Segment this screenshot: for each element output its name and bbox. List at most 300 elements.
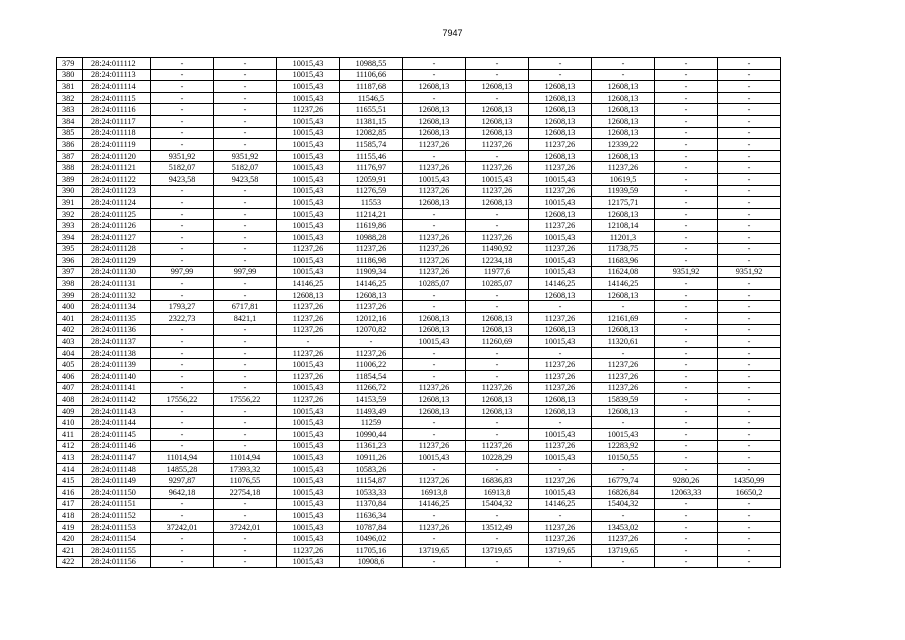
- value-cell: 10015,43: [277, 556, 340, 568]
- value-cell: -: [151, 417, 214, 429]
- value-cell: 10015,43: [277, 115, 340, 127]
- value-cell: 10285,07: [466, 278, 529, 290]
- value-cell: 9351,92: [151, 150, 214, 162]
- value-cell: 11237,26: [529, 139, 592, 151]
- value-cell: -: [655, 429, 718, 441]
- value-cell: -: [214, 81, 277, 93]
- value-cell: -: [403, 533, 466, 545]
- value-cell: -: [151, 139, 214, 151]
- value-cell: 11237,26: [592, 382, 655, 394]
- value-cell: -: [655, 150, 718, 162]
- value-cell: 12608,13: [529, 394, 592, 406]
- value-cell: -: [214, 371, 277, 383]
- value-cell: 10015,43: [529, 197, 592, 209]
- value-cell: -: [655, 278, 718, 290]
- row-number-cell: 411: [57, 429, 83, 441]
- value-cell: -: [403, 429, 466, 441]
- value-cell: 10015,43: [529, 231, 592, 243]
- value-cell: 12012,16: [340, 313, 403, 325]
- value-cell: 12608,13: [592, 104, 655, 116]
- value-cell: 10015,43: [277, 150, 340, 162]
- value-cell: -: [151, 336, 214, 348]
- value-cell: 10015,43: [277, 452, 340, 464]
- value-cell: 10015,43: [277, 127, 340, 139]
- value-cell: 12608,13: [403, 405, 466, 417]
- row-number-cell: 419: [57, 521, 83, 533]
- value-cell: 10015,43: [277, 197, 340, 209]
- value-cell: -: [403, 220, 466, 232]
- value-cell: 11490,92: [466, 243, 529, 255]
- value-cell: -: [403, 58, 466, 70]
- table-row: [57, 266, 781, 278]
- value-cell: 11237,26: [277, 394, 340, 406]
- value-cell: -: [151, 289, 214, 301]
- table-row: [57, 463, 781, 475]
- value-cell: 13453,02: [592, 521, 655, 533]
- value-cell: 12608,13: [529, 81, 592, 93]
- value-cell: -: [466, 220, 529, 232]
- value-cell: 11237,26: [466, 185, 529, 197]
- row-number-cell: 388: [57, 162, 83, 174]
- value-cell: -: [214, 255, 277, 267]
- value-cell: 11237,26: [466, 139, 529, 151]
- value-cell: 11237,26: [277, 371, 340, 383]
- value-cell: -: [592, 347, 655, 359]
- value-cell: -: [655, 220, 718, 232]
- cadastral-number-cell: 28:24:011128: [83, 243, 151, 255]
- row-number-cell: 415: [57, 475, 83, 487]
- row-number-cell: 380: [57, 69, 83, 81]
- value-cell: -: [529, 556, 592, 568]
- value-cell: 11237,26: [592, 162, 655, 174]
- row-number-cell: 396: [57, 255, 83, 267]
- cadastral-number-cell: 28:24:011152: [83, 510, 151, 522]
- value-cell: 12608,13: [592, 324, 655, 336]
- value-cell: 13719,65: [529, 544, 592, 556]
- value-cell: -: [718, 533, 781, 545]
- cadastral-number-cell: 28:24:011123: [83, 185, 151, 197]
- value-cell: 11266,72: [340, 382, 403, 394]
- table-row: [57, 173, 781, 185]
- value-cell: -: [718, 463, 781, 475]
- table-row: [57, 255, 781, 267]
- value-cell: -: [151, 347, 214, 359]
- value-cell: 12608,13: [529, 405, 592, 417]
- cadastral-number-cell: 28:24:011131: [83, 278, 151, 290]
- value-cell: 11237,26: [592, 371, 655, 383]
- value-cell: 11705,16: [340, 544, 403, 556]
- value-cell: 11237,26: [340, 347, 403, 359]
- value-cell: 12108,14: [592, 220, 655, 232]
- value-cell: 11237,26: [403, 521, 466, 533]
- value-cell: -: [529, 301, 592, 313]
- value-cell: 12608,13: [592, 289, 655, 301]
- value-cell: 10015,43: [277, 162, 340, 174]
- value-cell: 12608,13: [340, 289, 403, 301]
- value-cell: -: [214, 197, 277, 209]
- value-cell: -: [151, 58, 214, 70]
- value-cell: 11237,26: [403, 266, 466, 278]
- cadastral-number-cell: 28:24:011149: [83, 475, 151, 487]
- value-cell: 11237,26: [466, 440, 529, 452]
- value-cell: -: [403, 371, 466, 383]
- value-cell: -: [151, 371, 214, 383]
- value-cell: -: [214, 347, 277, 359]
- value-cell: 11237,26: [277, 313, 340, 325]
- value-cell: -: [214, 231, 277, 243]
- cadastral-number-cell: 28:24:011121: [83, 162, 151, 174]
- value-cell: -: [718, 510, 781, 522]
- value-cell: -: [718, 231, 781, 243]
- value-cell: 12161,69: [592, 313, 655, 325]
- value-cell: 11370,84: [340, 498, 403, 510]
- value-cell: -: [655, 301, 718, 313]
- value-cell: 11006,22: [340, 359, 403, 371]
- value-cell: -: [214, 104, 277, 116]
- value-cell: 10015,43: [403, 173, 466, 185]
- value-cell: 16913,8: [466, 486, 529, 498]
- value-cell: -: [214, 417, 277, 429]
- row-number-cell: 408: [57, 394, 83, 406]
- value-cell: 14350,99: [718, 475, 781, 487]
- row-number-cell: 412: [57, 440, 83, 452]
- value-cell: 12608,13: [592, 208, 655, 220]
- value-cell: 11553: [340, 197, 403, 209]
- value-cell: 11237,26: [466, 162, 529, 174]
- value-cell: 11237,26: [529, 185, 592, 197]
- value-cell: 13719,65: [466, 544, 529, 556]
- value-cell: 11237,26: [529, 243, 592, 255]
- value-cell: -: [403, 417, 466, 429]
- value-cell: -: [466, 429, 529, 441]
- value-cell: 997,99: [214, 266, 277, 278]
- value-cell: -: [655, 405, 718, 417]
- value-cell: -: [655, 394, 718, 406]
- value-cell: 9642,18: [151, 486, 214, 498]
- value-cell: -: [214, 382, 277, 394]
- value-cell: -: [466, 150, 529, 162]
- value-cell: 10015,43: [277, 440, 340, 452]
- value-cell: -: [718, 371, 781, 383]
- row-number-cell: 379: [57, 58, 83, 70]
- value-cell: 12082,85: [340, 127, 403, 139]
- value-cell: 10015,43: [592, 429, 655, 441]
- value-cell: 10015,43: [529, 336, 592, 348]
- value-cell: -: [466, 533, 529, 545]
- value-cell: 11237,26: [403, 185, 466, 197]
- value-cell: 11237,26: [340, 243, 403, 255]
- value-cell: -: [214, 278, 277, 290]
- value-cell: 12608,13: [529, 150, 592, 162]
- value-cell: -: [529, 58, 592, 70]
- value-cell: -: [655, 440, 718, 452]
- value-cell: 10015,43: [277, 417, 340, 429]
- value-cell: 10015,43: [277, 405, 340, 417]
- value-cell: -: [655, 208, 718, 220]
- value-cell: 10015,43: [277, 521, 340, 533]
- row-number-cell: 381: [57, 81, 83, 93]
- value-cell: -: [655, 231, 718, 243]
- value-cell: -: [466, 289, 529, 301]
- value-cell: 10015,43: [277, 69, 340, 81]
- row-number-cell: 404: [57, 347, 83, 359]
- value-cell: 12608,13: [592, 115, 655, 127]
- value-cell: 11909,34: [340, 266, 403, 278]
- value-cell: -: [466, 510, 529, 522]
- cadastral-number-cell: 28:24:011143: [83, 405, 151, 417]
- table-row: [57, 544, 781, 556]
- row-number-cell: 409: [57, 405, 83, 417]
- value-cell: 15404,32: [592, 498, 655, 510]
- table-row: [57, 533, 781, 545]
- value-cell: -: [403, 150, 466, 162]
- value-cell: 11237,26: [529, 371, 592, 383]
- cadastral-number-cell: 28:24:011127: [83, 231, 151, 243]
- value-cell: 11237,26: [277, 347, 340, 359]
- value-cell: 12608,13: [466, 394, 529, 406]
- value-cell: 11237,26: [403, 475, 466, 487]
- table-row: [57, 498, 781, 510]
- value-cell: 10015,43: [277, 475, 340, 487]
- value-cell: -: [655, 173, 718, 185]
- table-row: [57, 486, 781, 498]
- value-cell: -: [592, 463, 655, 475]
- value-cell: -: [655, 324, 718, 336]
- value-cell: 12059,91: [340, 173, 403, 185]
- value-cell: -: [718, 313, 781, 325]
- value-cell: -: [403, 510, 466, 522]
- value-cell: 10015,43: [529, 452, 592, 464]
- value-cell: 12063,33: [655, 486, 718, 498]
- row-number-cell: 418: [57, 510, 83, 522]
- row-number-cell: 417: [57, 498, 83, 510]
- value-cell: -: [655, 336, 718, 348]
- value-cell: -: [655, 104, 718, 116]
- row-number-cell: 400: [57, 301, 83, 313]
- cadastral-number-cell: 28:24:011145: [83, 429, 151, 441]
- row-number-cell: 392: [57, 208, 83, 220]
- value-cell: -: [214, 359, 277, 371]
- value-cell: 11201,3: [592, 231, 655, 243]
- value-cell: -: [718, 243, 781, 255]
- row-number-cell: 387: [57, 150, 83, 162]
- value-cell: 10015,43: [529, 266, 592, 278]
- value-cell: 10015,43: [403, 452, 466, 464]
- table-row: [57, 127, 781, 139]
- value-cell: 10990,44: [340, 429, 403, 441]
- value-cell: -: [151, 440, 214, 452]
- value-cell: -: [214, 498, 277, 510]
- value-cell: -: [214, 324, 277, 336]
- value-cell: 13719,65: [403, 544, 466, 556]
- value-cell: -: [655, 255, 718, 267]
- value-cell: -: [718, 69, 781, 81]
- value-cell: -: [718, 173, 781, 185]
- value-cell: -: [655, 92, 718, 104]
- value-cell: -: [214, 92, 277, 104]
- cadastral-number-cell: 28:24:011119: [83, 139, 151, 151]
- value-cell: 10015,43: [529, 486, 592, 498]
- value-cell: -: [718, 359, 781, 371]
- cadastral-number-cell: 28:24:011137: [83, 336, 151, 348]
- value-cell: 11854,54: [340, 371, 403, 383]
- value-cell: 11585,74: [340, 139, 403, 151]
- value-cell: -: [466, 371, 529, 383]
- value-cell: -: [151, 498, 214, 510]
- value-cell: 5182,07: [214, 162, 277, 174]
- value-cell: -: [466, 359, 529, 371]
- value-cell: 11361,23: [340, 440, 403, 452]
- value-cell: 11237,26: [403, 243, 466, 255]
- value-cell: -: [655, 452, 718, 464]
- table-row: [57, 185, 781, 197]
- value-cell: 15404,32: [466, 498, 529, 510]
- value-cell: -: [466, 92, 529, 104]
- value-cell: -: [151, 278, 214, 290]
- row-number-cell: 406: [57, 371, 83, 383]
- value-cell: 12608,13: [277, 289, 340, 301]
- value-cell: 11237,26: [277, 243, 340, 255]
- value-cell: -: [529, 69, 592, 81]
- value-cell: -: [403, 69, 466, 81]
- value-cell: 8421,1: [214, 313, 277, 325]
- value-cell: 9423,58: [151, 173, 214, 185]
- value-cell: 11636,34: [340, 510, 403, 522]
- value-cell: 12608,13: [529, 115, 592, 127]
- value-cell: 11237,26: [277, 301, 340, 313]
- value-cell: -: [718, 394, 781, 406]
- value-cell: 10533,33: [340, 486, 403, 498]
- value-cell: 12070,82: [340, 324, 403, 336]
- value-cell: -: [718, 150, 781, 162]
- value-cell: -: [403, 463, 466, 475]
- value-cell: 9280,26: [655, 475, 718, 487]
- value-cell: 12608,13: [466, 104, 529, 116]
- table-row: [57, 347, 781, 359]
- value-cell: 14855,28: [151, 463, 214, 475]
- value-cell: 11237,26: [529, 475, 592, 487]
- value-cell: 14146,25: [340, 278, 403, 290]
- value-cell: -: [655, 197, 718, 209]
- value-cell: -: [529, 510, 592, 522]
- value-cell: 14146,25: [403, 498, 466, 510]
- value-cell: 12608,13: [403, 81, 466, 93]
- value-cell: -: [151, 255, 214, 267]
- cadastral-number-cell: 28:24:011118: [83, 127, 151, 139]
- value-cell: -: [151, 115, 214, 127]
- value-cell: 10015,43: [466, 173, 529, 185]
- row-number-cell: 389: [57, 173, 83, 185]
- value-cell: -: [151, 544, 214, 556]
- table-row: [57, 510, 781, 522]
- value-cell: 10015,43: [277, 463, 340, 475]
- value-cell: 10015,43: [277, 533, 340, 545]
- value-cell: -: [655, 115, 718, 127]
- value-cell: 10911,26: [340, 452, 403, 464]
- value-cell: 11320,61: [592, 336, 655, 348]
- value-cell: -: [718, 220, 781, 232]
- value-cell: 12608,13: [466, 81, 529, 93]
- value-cell: 9351,92: [718, 266, 781, 278]
- value-cell: -: [151, 243, 214, 255]
- table-row: [57, 220, 781, 232]
- table-row: [57, 197, 781, 209]
- value-cell: 9351,92: [214, 150, 277, 162]
- row-number-cell: 402: [57, 324, 83, 336]
- value-cell: 11276,59: [340, 185, 403, 197]
- value-cell: -: [151, 81, 214, 93]
- value-cell: -: [592, 69, 655, 81]
- value-cell: 11237,26: [277, 324, 340, 336]
- value-cell: -: [655, 185, 718, 197]
- value-cell: 10015,43: [277, 208, 340, 220]
- value-cell: 10015,43: [403, 336, 466, 348]
- table-row: [57, 150, 781, 162]
- table-row: [57, 115, 781, 127]
- value-cell: 10496,02: [340, 533, 403, 545]
- value-cell: -: [151, 185, 214, 197]
- value-cell: -: [592, 417, 655, 429]
- value-cell: 11237,26: [529, 533, 592, 545]
- value-cell: -: [151, 359, 214, 371]
- value-cell: 10015,43: [529, 429, 592, 441]
- cadastral-number-cell: 28:24:011135: [83, 313, 151, 325]
- value-cell: 12608,13: [466, 127, 529, 139]
- table-row: [57, 394, 781, 406]
- value-cell: 10015,43: [277, 92, 340, 104]
- row-number-cell: 397: [57, 266, 83, 278]
- value-cell: -: [214, 69, 277, 81]
- value-cell: -: [718, 556, 781, 568]
- cadastral-number-cell: 28:24:011120: [83, 150, 151, 162]
- value-cell: 15839,59: [592, 394, 655, 406]
- value-cell: -: [718, 104, 781, 116]
- value-cell: 10285,07: [403, 278, 466, 290]
- value-cell: -: [214, 289, 277, 301]
- value-cell: 11237,26: [277, 104, 340, 116]
- value-cell: 14146,25: [529, 278, 592, 290]
- value-cell: -: [214, 533, 277, 545]
- value-cell: -: [718, 162, 781, 174]
- value-cell: -: [718, 452, 781, 464]
- value-cell: -: [718, 347, 781, 359]
- value-cell: -: [403, 208, 466, 220]
- cadastral-number-cell: 28:24:011125: [83, 208, 151, 220]
- row-number-cell: 407: [57, 382, 83, 394]
- value-cell: -: [214, 185, 277, 197]
- value-cell: 11237,26: [403, 162, 466, 174]
- value-cell: 10015,43: [277, 255, 340, 267]
- table-row: [57, 336, 781, 348]
- row-number-cell: 395: [57, 243, 83, 255]
- value-cell: 12608,13: [466, 405, 529, 417]
- value-cell: 12608,13: [592, 150, 655, 162]
- value-cell: -: [214, 243, 277, 255]
- cadastral-number-cell: 28:24:011124: [83, 197, 151, 209]
- cadastral-number-cell: 28:24:011155: [83, 544, 151, 556]
- value-cell: 12608,13: [466, 313, 529, 325]
- value-cell: 14146,25: [529, 498, 592, 510]
- value-cell: -: [151, 510, 214, 522]
- table-row: [57, 278, 781, 290]
- value-cell: 11186,98: [340, 255, 403, 267]
- value-cell: 12608,13: [592, 127, 655, 139]
- row-number-cell: 416: [57, 486, 83, 498]
- value-cell: -: [403, 556, 466, 568]
- value-cell: 2322,73: [151, 313, 214, 325]
- value-cell: 37242,01: [214, 521, 277, 533]
- value-cell: 9297,87: [151, 475, 214, 487]
